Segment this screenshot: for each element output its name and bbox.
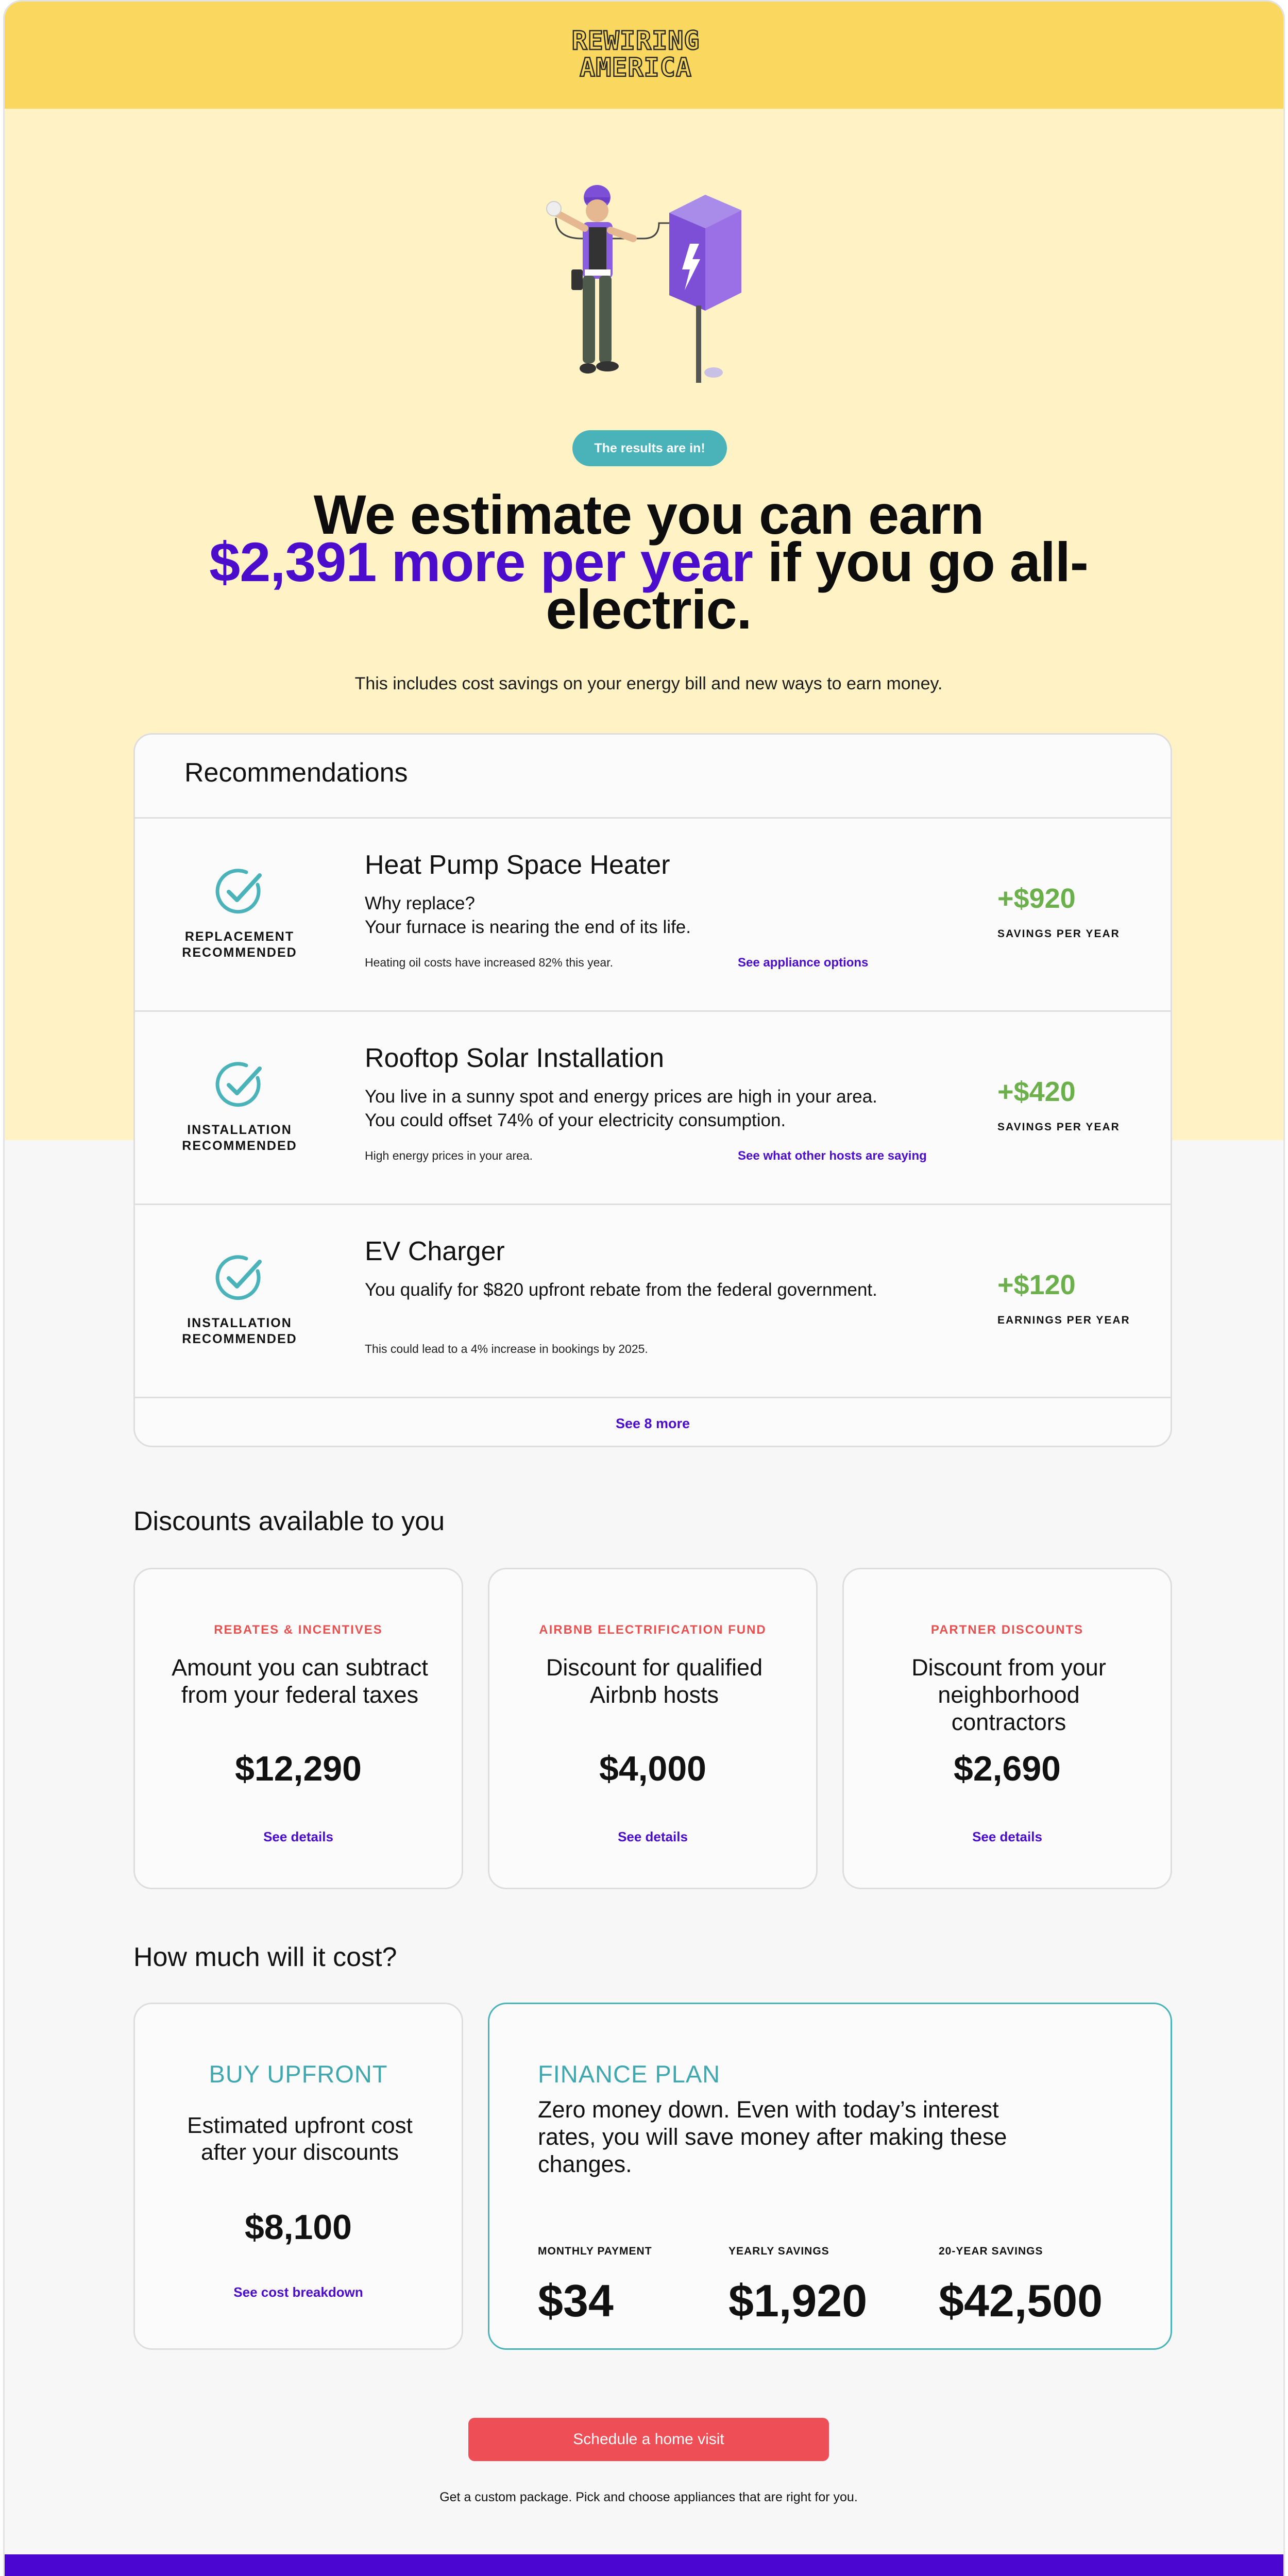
page-frame (3, 0, 1285, 2576)
recommendation-description: You live in a sunny spot and energy prices are high in your area. You could offset 74% of your electricity consumption. (365, 1087, 877, 1130)
discount-category: PARTNER DISCOUNTS (930, 1623, 1084, 1637)
discount-category: AIRBNB ELECTRIFICATION FUND (539, 1623, 767, 1637)
metric-label: MONTHLY PAYMENT (538, 2245, 652, 2257)
check-circle-icon (212, 1057, 266, 1111)
discount-card (488, 1568, 818, 1889)
footer-bar (5, 2554, 1283, 2576)
headline-earnings: $2,391 more per year (209, 531, 753, 593)
recommendation-amount: +$120 (997, 1269, 1076, 1300)
cost-title: How much will it cost? (133, 1942, 397, 1972)
cta-note: Get a custom package. Pick and choose appliances that are right for you. (439, 2490, 858, 2504)
twenty-year-savings-metric (939, 2245, 1103, 2327)
recommendation-tag: REPLACEMENT RECOMMENDED (182, 929, 297, 960)
recommendation-amount-label: EARNINGS PER YEAR (997, 1314, 1130, 1326)
buy-upfront-description: Estimated upfront cost after your discounts (187, 2113, 413, 2165)
recommendation-amount: +$420 (997, 1076, 1076, 1107)
see-details-link[interactable]: See details (263, 1829, 333, 1844)
discount-category: REBATES & INCENTIVES (214, 1623, 383, 1637)
top-bar (5, 2, 1283, 109)
metric-label: YEARLY SAVINGS (728, 2245, 829, 2257)
check-circle-icon (212, 1250, 266, 1304)
see-cost-breakdown-link[interactable]: See cost breakdown (233, 2284, 363, 2300)
metric-value: $42,500 (939, 2275, 1103, 2326)
yearly-savings-metric (728, 2245, 867, 2327)
finance-plan-heading: FINANCE PLAN (538, 2060, 721, 2088)
discount-card (133, 1568, 463, 1889)
recommendation-note: This could lead to a 4% increase in bookings by 2025. (365, 1342, 648, 1355)
logo-line-2: AMERICA (580, 53, 692, 82)
see-details-link[interactable]: See details (972, 1829, 1042, 1844)
see-more-recommendations-link[interactable]: See 8 more (135, 1397, 1171, 1447)
discount-card (842, 1568, 1172, 1889)
recommendation-note: Heating oil costs have increased 82% this year. (365, 956, 613, 969)
recommendation-note: High energy prices in your area. (365, 1149, 533, 1162)
discounts-title: Discounts available to you (133, 1506, 445, 1536)
recommendation-amount-label: SAVINGS PER YEAR (997, 1121, 1120, 1133)
metric-value: $1,920 (728, 2275, 868, 2326)
headline (159, 483, 1138, 640)
finance-plan-card (488, 2003, 1172, 2350)
recommendation-row (135, 1010, 1171, 1204)
check-circle-icon (212, 864, 266, 918)
recommendation-name: EV Charger (365, 1236, 505, 1266)
discount-value: $12,290 (235, 1749, 362, 1788)
finance-plan-description: Zero money down. Even with today’s interest rates, you will save money after making these changes. (538, 2096, 1007, 2177)
schedule-home-visit-button[interactable]: Schedule a home visit (468, 2418, 829, 2461)
recommendation-row (135, 817, 1171, 1010)
recommendation-amount: +$920 (997, 883, 1076, 914)
see-details-link[interactable]: See details (618, 1829, 688, 1844)
recommendations-title: Recommendations (184, 758, 408, 788)
recommendation-name: Rooftop Solar Installation (365, 1043, 665, 1073)
discount-description: Amount you can subtract from your federal taxes (172, 1654, 428, 1708)
discount-description: Discount for qualified Airbnb hosts (546, 1654, 763, 1708)
rewiring-america-logo[interactable] (571, 27, 700, 84)
results-pill: The results are in! (572, 430, 727, 466)
electrician-illustration (535, 166, 772, 403)
recommendation-name: Heat Pump Space Heater (365, 850, 670, 880)
recommendation-description: Why replace? Your furnace is nearing the end of its life. (365, 893, 691, 937)
metric-value: $34 (538, 2275, 614, 2326)
buy-upfront-card (133, 2003, 463, 2350)
buy-upfront-heading: BUY UPFRONT (209, 2060, 388, 2088)
discount-value: $4,000 (599, 1749, 706, 1788)
headline-part-2: if you go all-electric. (546, 531, 1088, 640)
see-appliance-options-link[interactable]: See appliance options (738, 956, 869, 970)
monthly-payment-metric (538, 2245, 652, 2327)
discount-value: $2,690 (954, 1749, 1061, 1788)
recommendation-description: You qualify for $820 upfront rebate from the federal government. (365, 1280, 877, 1300)
recommendations-card (133, 733, 1172, 1447)
recommendation-tag: INSTALLATION RECOMMENDED (182, 1123, 297, 1153)
recommendation-row (135, 1204, 1171, 1397)
recommendation-tag: INSTALLATION RECOMMENDED (182, 1316, 297, 1346)
see-host-reviews-link[interactable]: See what other hosts are saying (738, 1149, 927, 1163)
logo-line-1: REWIRING (571, 26, 700, 56)
buy-upfront-value: $8,100 (245, 2208, 352, 2247)
discount-description: Discount from your neighborhood contractors (911, 1654, 1106, 1735)
metric-label: 20-YEAR SAVINGS (939, 2245, 1043, 2257)
recommendation-amount-label: SAVINGS PER YEAR (997, 928, 1120, 940)
headline-subtext: This includes cost savings on your energy bill and new ways to earn money. (354, 674, 943, 693)
headline-part-1: We estimate you can earn (313, 483, 984, 546)
